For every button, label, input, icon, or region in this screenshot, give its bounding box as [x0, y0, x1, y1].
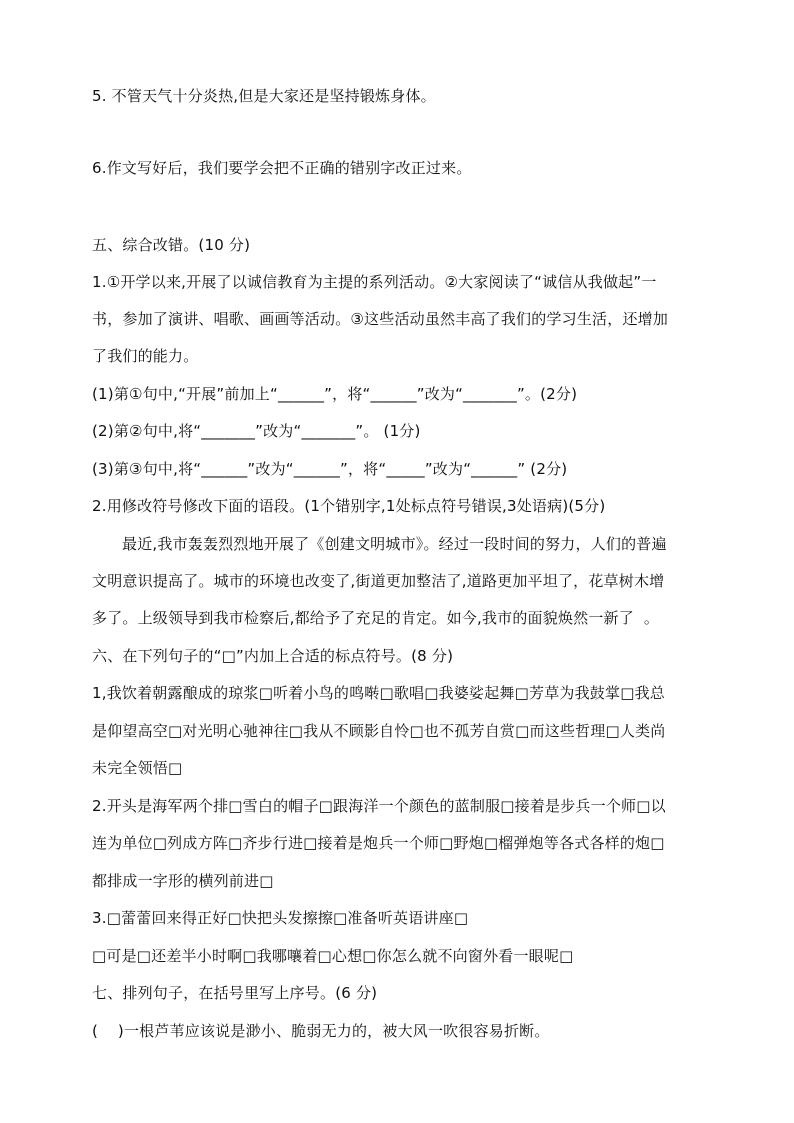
passage-line: 文明意识提高了。城市的环境也改变了,街道更加整洁了,道路更加平坦了，花草树木增	[92, 572, 665, 590]
punctuation-item-2: 连为单位□列成方阵□齐步行进□接着是炮兵一个师□野炮□榴弹炮等各式各样的炮□	[92, 834, 665, 852]
sub-question-2: (2)第②句中,将“_______”改为“_______”。 (1分)	[92, 422, 421, 440]
sub-question-3: (3)第③句中,将“______”改为“______”，将“_____”改为“______” (2分)	[92, 460, 568, 478]
punctuation-item-1: 未完全领悟□	[92, 759, 183, 777]
punctuation-item-3: 3.□蕾蕾回来得正好□快把头发擦擦□准备听英语讲座□	[92, 909, 469, 927]
sub-question-1: (1)第①句中,“开展”前加上“______”，将“______”改为“_______”。(2分)	[92, 385, 578, 403]
question-1-text: 了我们的能力。	[92, 347, 199, 365]
question-2-text: 2.用修改符号修改下面的语段。(1个错别字,1处标点符号错误,3处语病)(5分)	[92, 497, 606, 515]
sentence-5: 5. 不管天气十分炎热,但是大家还是坚持锻炼身体。	[92, 87, 436, 105]
punctuation-item-1: 是仰望高空□对光明心驰神往□我从不顾影自怜□也不孤芳自赏□而这些哲理□人类尚	[92, 722, 666, 740]
sentence-6: 6.作文写好后，我们要学会把不正确的错别字改正过来。	[92, 159, 472, 177]
section-6-heading: 六、在下列句子的“□”内加上合适的标点符号。(8 分)	[92, 647, 454, 665]
punctuation-item-1: 1,我饮着朝露酿成的琼浆□听着小鸟的鸣啭□歌唱□我婆娑起舞□芳草为我鼓掌□我总	[92, 684, 665, 702]
section-5-heading: 五、综合改错。(10 分)	[92, 236, 251, 254]
punctuation-item-2: 都排成一字形的横列前进□	[92, 872, 274, 890]
passage-line: 最近,我市轰轰烈烈地开展了《创建文明城市》。经过一段时间的努力，人们的普遍	[122, 535, 667, 553]
section-7-heading: 七、排列句子，在括号里写上序号。(6 分)	[92, 984, 378, 1002]
question-1-text: 1.①开学以来,开展了以诚信教育为主提的系列活动。②大家阅读了“诚信从我做起”一	[92, 273, 657, 291]
question-1-text: 书，参加了演讲、唱歌、画画等活动。③这些活动虽然丰高了我们的学习生活，还增加	[92, 310, 669, 328]
passage-line: 多了。上级领导到我市检察后,都给予了充足的肯定。如今,我市的面貌焕然一新了 。	[92, 609, 660, 627]
ordering-item: ( )一根芦苇应该说是渺小、脆弱无力的，被大风一吹很容易折断。	[92, 1022, 550, 1040]
punctuation-item-3: □可是□还差半小时啊□我哪嚷着□心想□你怎么就不向窗外看一眼呢□	[92, 947, 574, 965]
punctuation-item-2: 2.开头是海军两个排□雪白的帽子□跟海洋一个颜色的蓝制服□接着是步兵一个师□以	[92, 797, 666, 815]
